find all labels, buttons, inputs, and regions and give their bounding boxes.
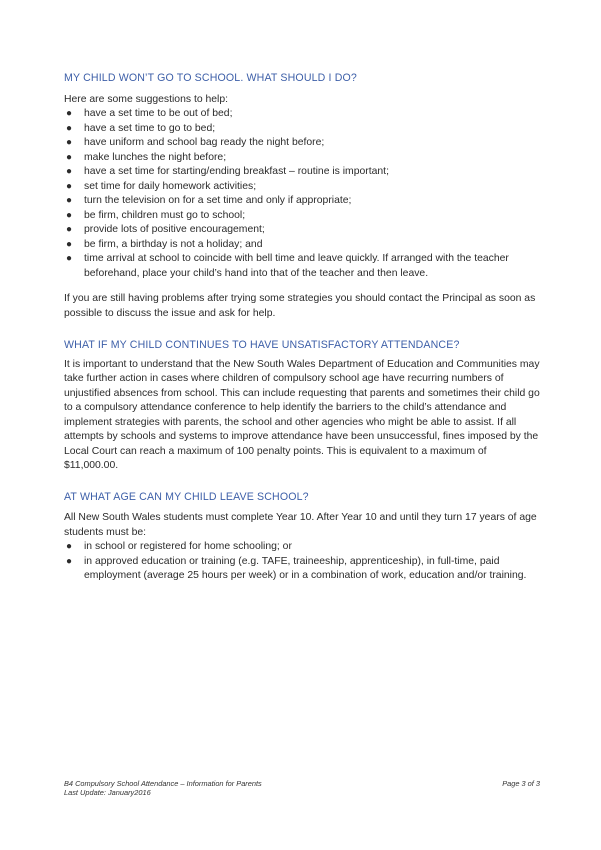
list-item	[64, 180, 540, 195]
bullet-icon: ●	[66, 122, 73, 134]
bullet-icon: ●	[66, 253, 73, 264]
bullet-icon: ●	[66, 238, 73, 250]
list-item-text: in school or registered for home schooling; or	[84, 541, 292, 552]
further-action-paragraph: It is important to understand that the New South Wales Department of Education and Communities may take further action in cases where children of compulsory school age have recurring numbers of unjustified absences from school. This can include requesting that parents and sometimes their child go to a compulsory attendance conference to help identify the barriers to the child’s attendance and implement strategies with parents, the school and other agencies who might be able to assist. If all attempts by schools and systems to improve attendance have been unsuccessful, fines imposed by the Local Court can reach a maximum of 100 penalty points. This is equivalent to a maximum of $11,000.00.	[64, 358, 540, 471]
list-item	[64, 165, 540, 180]
bullet-icon: ●	[66, 224, 73, 235]
list-item	[64, 555, 540, 584]
list-item-text: have uniform and school bag ready the night before;	[84, 137, 325, 148]
list-item-text: make lunches the night before;	[84, 151, 227, 163]
bullet-icon: ●	[66, 541, 73, 552]
bullet-icon: ●	[66, 137, 73, 148]
bullet-icon: ●	[66, 209, 73, 221]
list-item	[64, 136, 540, 151]
list-item	[64, 238, 540, 253]
section-heading-unsatisfactory-attendance: WHAT IF MY CHILD CONTINUES TO HAVE UNSATISFACTORY ATTENDANCE?	[64, 339, 460, 351]
suggestions-list	[64, 107, 540, 281]
footer-page-number: Page 3 of 3	[502, 779, 540, 788]
list-item-text: be firm, children must go to school;	[84, 209, 246, 221]
bullet-icon: ●	[66, 151, 73, 163]
list-item-text: turn the television on for a set time and only if appropriate;	[84, 195, 352, 206]
bullet-icon: ●	[66, 180, 73, 192]
list-item-text: set time for daily homework activities;	[84, 180, 257, 192]
bullet-icon: ●	[66, 555, 73, 567]
footer-document-title: B4 Compulsory School Attendance – Information for Parents	[64, 779, 262, 788]
year-10-paragraph: All New South Wales students must complete Year 10. After Year 10 and until they turn 17 years of age students must be:	[64, 512, 537, 538]
bullet-icon: ●	[66, 195, 73, 206]
page-content	[64, 71, 540, 584]
list-item-text: have a set time to go to bed;	[84, 122, 216, 134]
section-heading-wont-go-to-school: MY CHILD WON’T GO TO SCHOOL. WHAT SHOULD I DO?	[64, 72, 357, 84]
list-item	[64, 107, 540, 122]
suggestions-intro: Here are some suggestions to help:	[64, 93, 229, 105]
list-item-text: be firm, a birthday is not a holiday; and	[84, 238, 263, 250]
list-item	[64, 194, 540, 209]
list-item-text: provide lots of positive encouragement;	[84, 224, 265, 235]
footer-last-update: Last Update: January2016	[64, 788, 151, 797]
section-heading-leave-school-age: AT WHAT AGE CAN MY CHILD LEAVE SCHOOL?	[64, 490, 309, 503]
list-item	[64, 122, 540, 137]
contact-principal-paragraph: If you are still having problems after trying some strategies you should contact the Principal as soon as possible to discuss the issue and ask for help.	[64, 293, 536, 319]
bullet-icon: ●	[66, 108, 73, 119]
list-item-text: have a set time to be out of bed;	[84, 108, 233, 119]
list-item-text: time arrival at school to coincide with bell time and leave quickly. If arranged with the teacher beforehand, place your child’s hand into that of the teacher and then leave.	[84, 253, 509, 279]
list-item	[64, 540, 540, 555]
list-item-text: have a set time for starting/ending breakfast – routine is important;	[84, 166, 389, 177]
page-footer	[64, 779, 540, 797]
bullet-icon: ●	[66, 166, 73, 177]
list-item	[64, 252, 540, 281]
list-item	[64, 209, 540, 224]
list-item	[64, 223, 540, 238]
list-item	[64, 151, 540, 166]
leaving-requirements-list	[64, 540, 540, 584]
list-item-text: in approved education or training (e.g. TAFE, traineeship, apprenticeship), in full-time, paid employment (average 25 hours per week) or in a combination of work, education and/or training.	[84, 555, 527, 581]
